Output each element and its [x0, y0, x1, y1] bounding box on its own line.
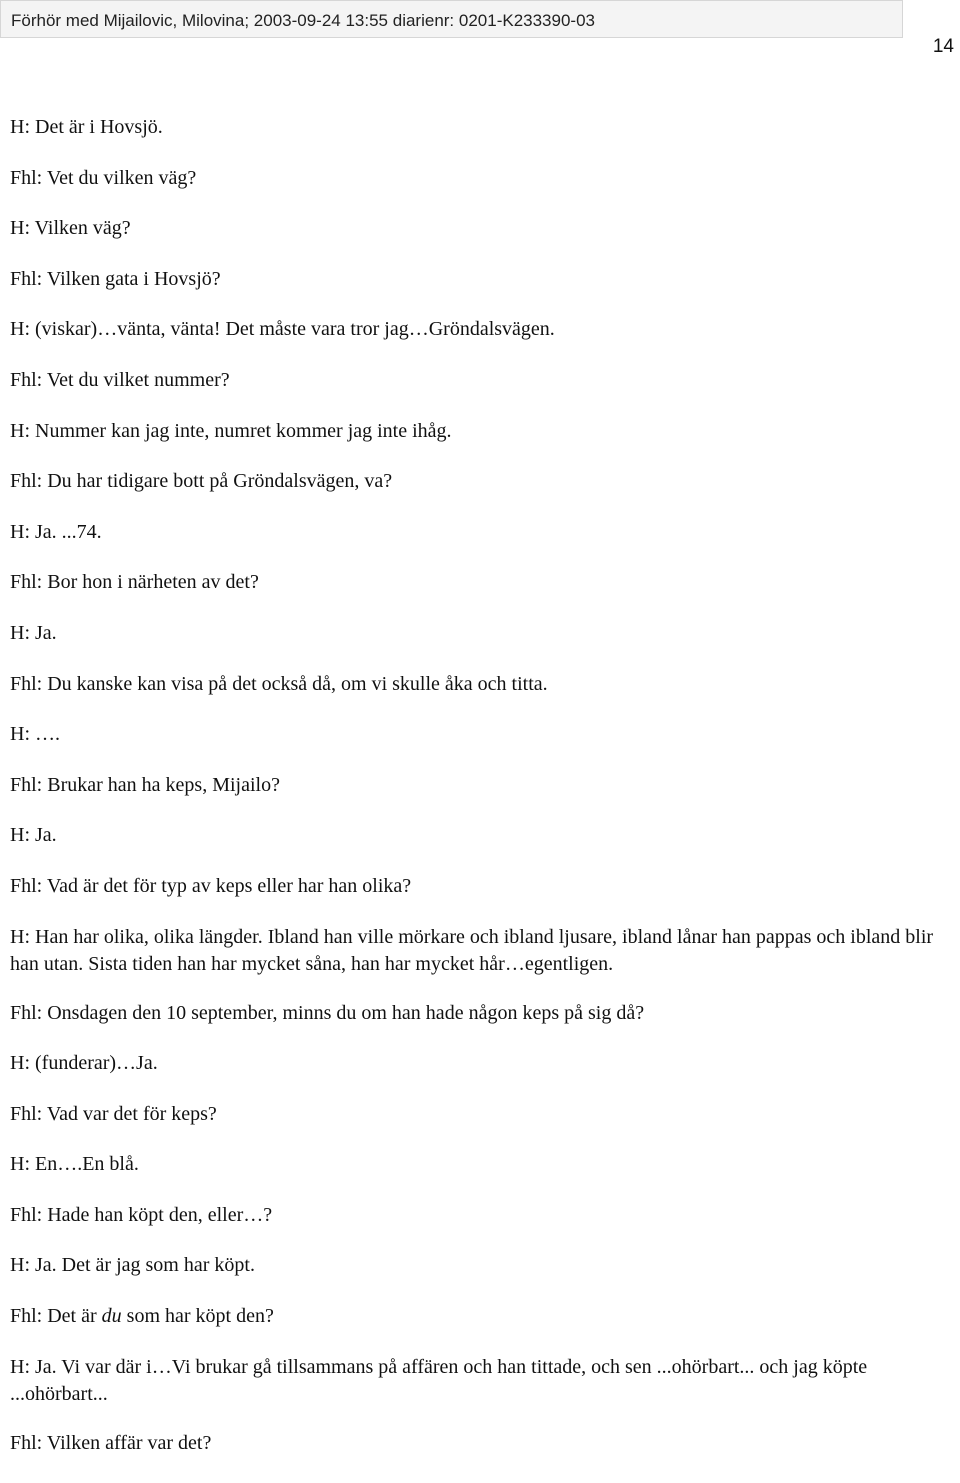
- transcript-line: H: (viskar)…vänta, vänta! Det måste vara tror jag…Gröndalsvägen.: [10, 318, 555, 341]
- emphasis-word: du: [101, 1305, 122, 1328]
- page-number: 14: [932, 36, 954, 57]
- transcript-line: Fhl: Vilken affär var det?: [10, 1431, 212, 1454]
- transcript-line: H: Ja. ...74.: [10, 520, 102, 543]
- transcript-line: H: En….En blå.: [10, 1153, 139, 1176]
- transcript-line: Fhl: Vilken gata i Hovsjö?: [10, 267, 221, 290]
- transcript-line: Fhl: Du kanske kan visa på det också då, om vi skulle åka och titta.: [10, 672, 548, 695]
- transcript-line-emphasis: [10, 1303, 940, 1330]
- document-header: [0, 0, 903, 38]
- header-title: Förhör med Mijailovic, Milovina; 2003-09-24 13:55 diarienr: 0201-K233390-03: [11, 11, 595, 30]
- emphasis-before: Fhl: Det är: [10, 1305, 102, 1328]
- transcript-line: Fhl: Du har tidigare bott på Gröndalsvägen, va?: [10, 470, 393, 493]
- transcript-line: Fhl: Vet du vilken väg?: [10, 166, 197, 189]
- transcript-line: H: (funderar)…Ja.: [10, 1052, 158, 1075]
- transcript-line: Fhl: Onsdagen den 10 september, minns du om han hade någon keps på sig då?: [10, 1001, 645, 1024]
- transcript-line: Fhl: Vad var det för keps?: [10, 1102, 217, 1125]
- transcript-line: H: Nummer kan jag inte, numret kommer jag inte ihåg.: [10, 419, 452, 442]
- transcript-line: H: Han har olika, olika längder. Ibland han ville mörkare och ibland ljusare, ibland lånar han pappas och ibland blir han utan. Sista tiden han har mycket såna, han har mycket hår…egentligen.: [10, 925, 934, 975]
- transcript-line: Fhl: Vet du vilket nummer?: [10, 368, 230, 391]
- emphasis-after: som har köpt den?: [121, 1305, 274, 1328]
- transcript-line: H: Ja. Vi var där i…Vi brukar gå tillsammans på affären och han tittade, och sen ...ohörbart... och jag köpte ...ohörbart...: [10, 1355, 868, 1405]
- transcript-line: H: Ja.: [10, 824, 57, 847]
- transcript-line: H: ….: [10, 723, 60, 746]
- transcript-line: Fhl: Bor hon i närheten av det?: [10, 571, 259, 594]
- transcript-line: Fhl: Brukar han ha keps, Mijailo?: [10, 773, 280, 796]
- transcript-line: Fhl: Vad är det för typ av keps eller har han olika?: [10, 874, 412, 897]
- transcript-line: H: Det är i Hovsjö.: [10, 116, 163, 138]
- transcript-line: H: Vilken väg?: [10, 217, 131, 240]
- transcript: [10, 114, 940, 1480]
- transcript-line: Fhl: Hade han köpt den, eller…?: [10, 1203, 273, 1226]
- transcript-line: H: Ja. Det är jag som har köpt.: [10, 1254, 255, 1277]
- transcript-line: H: Ja.: [10, 621, 57, 644]
